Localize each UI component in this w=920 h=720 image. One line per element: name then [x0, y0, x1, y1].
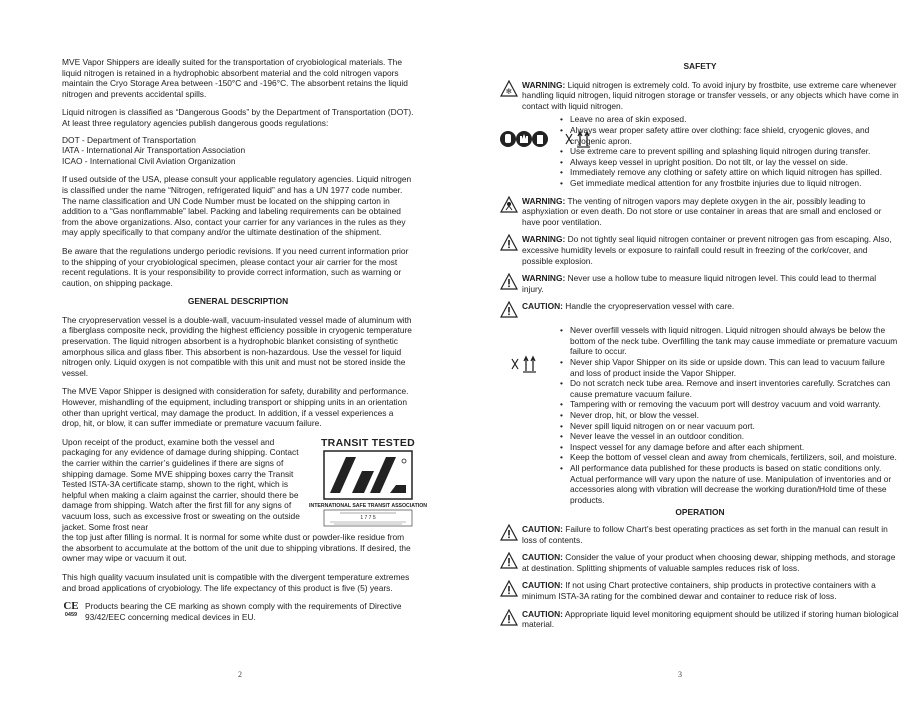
caution-text: Handle the cryopreservation vessel with care.	[565, 301, 735, 312]
right-column	[500, 57, 900, 637]
list-item: • Tampering with or removing the vacuum port will destroy vacuum and void warranty.	[560, 399, 900, 410]
frostbite-warning-icon	[500, 80, 518, 97]
caution-text: Failure to follow Chart’s best operating practices as set forth in the manual can result in loss of contents.	[522, 523, 888, 545]
list-item: • Never ship Vapor Shipper on its side or upside down. This can lead to vacuum failure and loss of product inside the Vapor Shipper.	[560, 357, 900, 378]
operation-heading: OPERATION	[675, 507, 725, 518]
warning-text: The venting of nitrogen vapors may deplete oxygen in the air, possibly leading to asphyxiation or even death. Do not store or use container in areas that are small and enclosed or have poor ventilation.	[522, 195, 882, 227]
list-item: • Get immediate medical attention for any frostbite injuries due to liquid nitrogen.	[560, 178, 900, 189]
left-column	[62, 57, 427, 622]
page-number: 2	[238, 670, 242, 679]
caution-containers	[500, 580, 900, 601]
ppe-icon	[500, 130, 548, 148]
warning-hollow-tube	[500, 273, 900, 294]
handling-icons	[508, 355, 542, 376]
caution-label: CAUTION:	[522, 523, 563, 534]
receipt-block	[62, 436, 427, 532]
general-description-heading: GENERAL DESCRIPTION	[187, 296, 289, 307]
handling-bullet-list	[560, 325, 900, 505]
ce-marking-row	[62, 601, 414, 622]
alert-triangle-icon	[500, 580, 518, 597]
alert-triangle-icon	[500, 234, 518, 251]
regulations-paragraph: Be aware that the regulations undergo periodic revisions. If you need current information prior to the shipping of your cryobiological specimen, please contact your air carrier for the most recent regulations. It is your responsibility to provide correct information, such as warning or caution, on shipping package.	[62, 245, 409, 288]
list-item: • Never drop, hit, or blow the vessel.	[560, 410, 900, 421]
list-item: • Never spill liquid nitrogen on or near vacuum port.	[560, 421, 900, 432]
transit-number: 1 7 7 5	[360, 514, 376, 521]
list-item: • Leave no area of skin exposed.	[560, 114, 900, 125]
agency-item: IATA - International Air Transportation Association	[62, 145, 246, 156]
list-item: • Keep the bottom of vessel clean and away from chemicals, fertilizers, soil, and moisture.	[560, 452, 900, 463]
list-item: • Do not scratch neck tube area. Remove and insert inventories carefully. Scratches can cause premature vacuum failure.	[560, 378, 900, 399]
list-item: • Never leave the vessel in an outdoor condition.	[560, 431, 900, 442]
safety-heading: SAFETY	[683, 61, 717, 71]
intro-paragraph: MVE Vapor Shippers are ideally suited for the transportation of cryobiological materials. The liquid nitrogen is retained in a hydrophobic absorbent material and the cold nitrogen vapors maintain the Cryo Storage Area between -150°C and -196°C. The absorbent retains the liquid nitrogen and prevents accidental spills.	[62, 57, 408, 99]
agency-item: DOT - Department of Transportation	[62, 134, 196, 145]
warning-seal	[500, 234, 900, 266]
caution-text: Consider the value of your product when choosing dewar, shipping methods, and storage at destination. Splitting shipments of valuable samples reduces risk of loss.	[522, 552, 896, 573]
receipt-paragraph-rest: the top just after filling is normal. It is normal for some white dust or powder-like residue from the absorbent to accumulate at the bottom of the unit due to shipping vibrations. If desired, the owner may wipe or vacuum it out.	[62, 532, 411, 564]
caution-label: CAUTION:	[522, 580, 563, 591]
svg-text:❄: ❄	[505, 86, 513, 96]
alert-triangle-icon	[500, 301, 518, 318]
ce-text: Products bearing the CE marking as shown comply with the requirements of Directive 93/42/EEC concerning medical devices in EU.	[85, 601, 402, 622]
caution-label: CAUTION:	[522, 608, 563, 619]
transit-association: INTERNATIONAL SAFE TRANSIT ASSOCIATION	[309, 502, 427, 509]
dangerous-goods-paragraph: Liquid nitrogen is classified as “Dangerous Goods” by the Department of Transportation (DOT). At least three regulatory agencies publish dangerous goods regulations:	[62, 107, 414, 128]
agency-item: ICAO - International Civil Aviation Organization	[62, 155, 236, 166]
quality-paragraph: This high quality vacuum insulated unit is compatible with the divergent temperature extremes and broad applications of cryobiology. The life expectancy of this product is five (5) years.	[62, 571, 410, 593]
caution-monitoring	[500, 609, 900, 630]
warning-text: Liquid nitrogen is extremely cold. To avoid injury by frostbite, use extreme care whenever handling liquid nitrogen, liquid nitrogen storage or transfer vessels, or any objects which have come in contact with liquid nitrogen.	[522, 79, 899, 111]
caution-label: CAUTION:	[522, 552, 563, 563]
caution-practices	[500, 524, 900, 545]
vessel-paragraph: The cryopreservation vessel is a double-wall, vacuum-insulated vessel made of aluminum with a fiberglass composite neck, providing the highest efficiency possible in cryogenic temperature preservation. The liquid nitrogen absorbent is a hydrophobic blanket consisting of synthetic amorphous silica and glass fiber. This absorbent is non-hazardous. Use the vessel for liquid nitrogen only. Liquid oxygen is not compatible with this unit and must not be stored inside the vessel.	[62, 314, 412, 378]
ce-mark-icon: CE 0459	[63, 600, 79, 619]
right-page	[460, 0, 920, 720]
list-item: • Always wear proper safety attire over clothing: face shield, cryogenic gloves, and cryogenic apron.	[560, 125, 900, 146]
caution-handle	[500, 301, 900, 318]
asphyxiation-warning-icon	[500, 196, 518, 213]
page-number: 3	[678, 670, 682, 679]
caution-label: CAUTION:	[522, 301, 563, 312]
list-item: • Never overfill vessels with liquid nitrogen. Liquid nitrogen should always be below the bottom of the neck tube. Overfilling the tank may cause immediate or premature vacuum failure to occur.	[560, 325, 900, 357]
caution-text: Appropriate liquid level monitoring equipment should be utilized if storing human biological material.	[522, 608, 899, 630]
receipt-paragraph-narrow: Upon receipt of the product, examine both the vessel and packaging for any evidence of damage during shipping. Contact the carrier within the carrier’s guidelines if there are signs of shipping damage. Some MVE shipping boxes carry the Transit Tested ISTA-3A certificate stamp, shown to the right, which is helpful when making a claim against the carrier, should there be damage from shipping. Watch after the first fill for any signs of vacuum loss, such as excessive frost or sweating on the outside jacket. Some frost near	[62, 436, 300, 532]
warning-label: WARNING:	[522, 195, 566, 206]
list-item: • All performance data published for these products is based on static conditions only. Actual performance will vary upon the nature of use. Manipulation of inventories and or accessories along with vibration will decrease the working duration/Hold time of these products.	[560, 463, 900, 505]
cold-bullet-list	[560, 114, 900, 188]
warning-asphyxiation	[500, 196, 900, 228]
transit-tested-stamp	[309, 436, 427, 527]
caution-value	[500, 552, 900, 573]
warning-text: Never use a hollow tube to measure liquid nitrogen level. This could lead to thermal injury.	[522, 273, 877, 294]
warning-label: WARNING:	[522, 79, 566, 90]
ista-logo-icon	[309, 449, 427, 527]
list-item: • Inspect vessel for any damage before and after each shipment.	[560, 442, 900, 453]
list-item: • Use extreme care to prevent spilling and splashing liquid nitrogen during transfer.	[560, 146, 900, 157]
alert-triangle-icon	[500, 609, 518, 626]
warning-text: Do not tightly seal liquid nitrogen container or prevent nitrogen gas from escaping. Also, excessive humidity levels or exposure to rainfall could result in freezing of the cork/cover, and possible explosion.	[522, 234, 892, 266]
warning-label: WARNING:	[522, 234, 566, 245]
warning-label: WARNING:	[522, 273, 566, 284]
agency-list	[62, 135, 414, 167]
alert-triangle-icon	[500, 524, 518, 541]
list-item: • Immediately remove any clothing or safety attire on which liquid nitrogen has spilled.	[560, 167, 900, 178]
usa-paragraph: If used outside of the USA, please consult your applicable regulatory agencies. Liquid nitrogen is classified under the name “Nitrogen, refrigerated liquid” and has a UN 1977 code number. The name classification and UN Code Number must be located on the shipping carton in addition to a “Gas nonflammable” label. Packing and labeling requirements can be obtained from the above organizations. Also, contact your carrier for any variances in the rules as they may apply specifically to that company and/or the ultimate destination of the shipment.	[62, 174, 412, 238]
warning-cold	[500, 80, 900, 112]
ce-number: 0459	[64, 612, 78, 619]
list-item: • Always keep vessel in upright position. Do not tilt, or lay the vessel on side.	[560, 157, 900, 168]
transit-title: TRANSIT TESTED	[320, 436, 416, 449]
upright-arrows-icon	[508, 355, 542, 373]
caution-text: If not using Chart protective containers, ship products in protective containers with a minimum ISTA-3A rating for the combined dewar and container to reduce risk of loss.	[522, 580, 876, 601]
alert-triangle-icon	[500, 552, 518, 569]
alert-triangle-icon	[500, 273, 518, 290]
design-paragraph: The MVE Vapor Shipper is designed with consideration for safety, durability and performance. However, mishandling of the equipment, including transport or shipping units in an orientation other than upright vertical, may damage the product. In addition, if a vessel experiences a drop, hit, or blow, it can suffer immediate or premature vacuum failure.	[62, 386, 409, 429]
